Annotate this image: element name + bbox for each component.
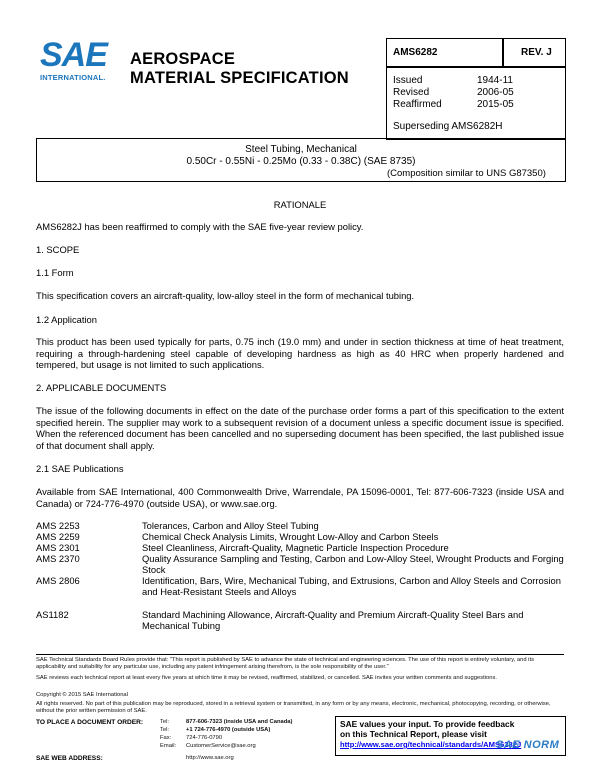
reaffirmed-label: Reaffirmed: [393, 99, 442, 110]
reference-row: AMS 2370 Quality Assurance Sampling and Testing, Carbon and Low-Alloy Steel, Wrought Products and Forging Stock: [36, 553, 564, 575]
email-label: Email:: [160, 743, 177, 749]
section-2-1-heading: 2.1 SAE Publications: [36, 463, 124, 474]
email-value[interactable]: CustomerService@sae.org: [186, 743, 256, 749]
footer-policy: SAE Technical Standards Board Rules provide that: "This report is published by SAE to advance the state of technical and engineering sciences. The use of this report is entirely voluntary, and its applicability and suitability for any particular use, including any patent infringement arising therefrom, is the sole responsibility of the user.": [36, 657, 534, 670]
web-label: SAE WEB ADDRESS:: [36, 755, 103, 762]
footer-rights: All rights reserved. No part of this publication may be reproduced, stored in a retrieval system or transmitted, in any form or by any means, electronic, mechanical, photocopying, recording, or otherwise, without the prior written permission of SAE.: [36, 701, 551, 714]
section-1-1-text: This specification covers an aircraft-quality, low-alloy steel in the form of mechanical tubing.: [36, 290, 415, 301]
feedback-link[interactable]: http://www.sae.org/technical/standards/AMS6282J: [340, 740, 522, 749]
reference-row: AMS 2301 Steel Cleanliness, Aircraft-Quality, Magnetic Particle Inspection Procedure: [36, 542, 449, 553]
issued-label: Issued: [393, 75, 423, 86]
section-1-heading: 1. SCOPE: [36, 244, 80, 255]
spec-number: AMS6282: [393, 47, 438, 58]
section-1-1-heading: 1.1 Form: [36, 267, 74, 278]
revised-value: 2006-05: [477, 87, 514, 98]
dates-box: [386, 66, 566, 140]
tel2-label: Tel:: [160, 727, 170, 733]
superseding-note: Superseding AMS6282H: [393, 121, 503, 132]
section-1-2-text: This product has been used typically for parts, 0.75 inch (19.0 mm) and under in section thickness at time of heat treatment, requiring a through-hardening steel capable of developing hardness as high as 40 HRC when properly hardened and tempered, but usage is not limited to such applications.: [36, 336, 564, 371]
reference-row: AS1182 Standard Machining Allowance, Aircraft-Quality and Premium Aircraft-Quality Steel Bars and Mechanical Tubing: [36, 609, 524, 631]
subject-line2: 0.50Cr - 0.55Ni - 0.25Mo (0.33 - 0.38C) (SAE 8735): [186, 156, 416, 167]
subject-box: [36, 138, 566, 182]
reference-row: AMS 2253 Tolerances, Carbon and Alloy Steel Tubing: [36, 520, 319, 531]
references-table: [36, 520, 564, 631]
watermark: SAE NORM: [496, 739, 560, 751]
tel-value: 877-606-7323 (inside USA and Canada): [186, 719, 293, 725]
revision-box: [502, 38, 566, 68]
footer-divider: [36, 654, 564, 655]
document-type-title: AEROSPACE MATERIAL SPECIFICATION: [130, 50, 349, 87]
section-2-text: The issue of the following documents in effect on the date of the purchase order forms a part of this specification to the extent specified herein. The supplier may work to a subsequent revision of a document unless a specific document issue is specified. When the referenced document has been cancelled and no superseding document has been specified, the last published issue of that document shall apply.: [36, 405, 564, 451]
sae-logo: [40, 38, 118, 82]
section-2-heading: 2. APPLICABLE DOCUMENTS: [36, 382, 167, 393]
footer-copyright: Copyright © 2015 SAE International: [36, 692, 128, 698]
subject-line1: Steel Tubing, Mechanical: [245, 144, 357, 155]
logo-text: SAE: [40, 36, 107, 74]
rationale-heading: RATIONALE: [273, 199, 327, 210]
tel-label: Tel:: [160, 719, 170, 725]
fax-label: Fax:: [160, 735, 172, 741]
section-1-2-heading: 1.2 Application: [36, 314, 97, 325]
rationale-text: AMS6282J has been reaffirmed to comply with the SAE five-year review policy.: [36, 221, 364, 232]
revision-label: REV. J: [521, 47, 552, 58]
fax-value: 724-776-0790: [186, 735, 223, 741]
footer-review: SAE reviews each technical report at least every five years at which time it may be revised, reaffirmed, stabilized, or cancelled. SAE invites your written comments and suggestions.: [36, 675, 497, 681]
feedback-line2: on this Technical Report, please visit: [340, 729, 487, 739]
reaffirmed-value: 2015-05: [477, 99, 514, 110]
revised-label: Revised: [393, 87, 430, 98]
feedback-line1: SAE values your input. To provide feedback: [340, 719, 515, 729]
spec-number-box: [386, 38, 504, 68]
reference-row: AMS 2806 Identification, Bars, Wire, Mechanical Tubing, and Extrusions, Carbon and Alloy Steels and Corrosion and Heat-Resistant Steels and Alloys: [36, 575, 561, 597]
issued-value: 1944-11: [477, 75, 513, 86]
order-label: TO PLACE A DOCUMENT ORDER:: [36, 719, 144, 726]
subject-line3: (Composition similar to UNS G87350): [387, 168, 546, 179]
section-2-1-text: Available from SAE International, 400 Commonwealth Drive, Warrendale, PA 15096-0001, Tel: 877-606-7323 (inside USA and Canada) or 724-776-4970 (outside USA), or www.sae.org.: [36, 486, 564, 509]
tel2-value: +1 724-776-4970 (outside USA): [186, 727, 271, 733]
web-value[interactable]: http://www.sae.org: [186, 755, 234, 761]
reference-row: AMS 2259 Chemical Check Analysis Limits, Wrought Low-Alloy and Carbon Steels: [36, 531, 439, 542]
logo-subtext: INTERNATIONAL.: [40, 73, 106, 82]
